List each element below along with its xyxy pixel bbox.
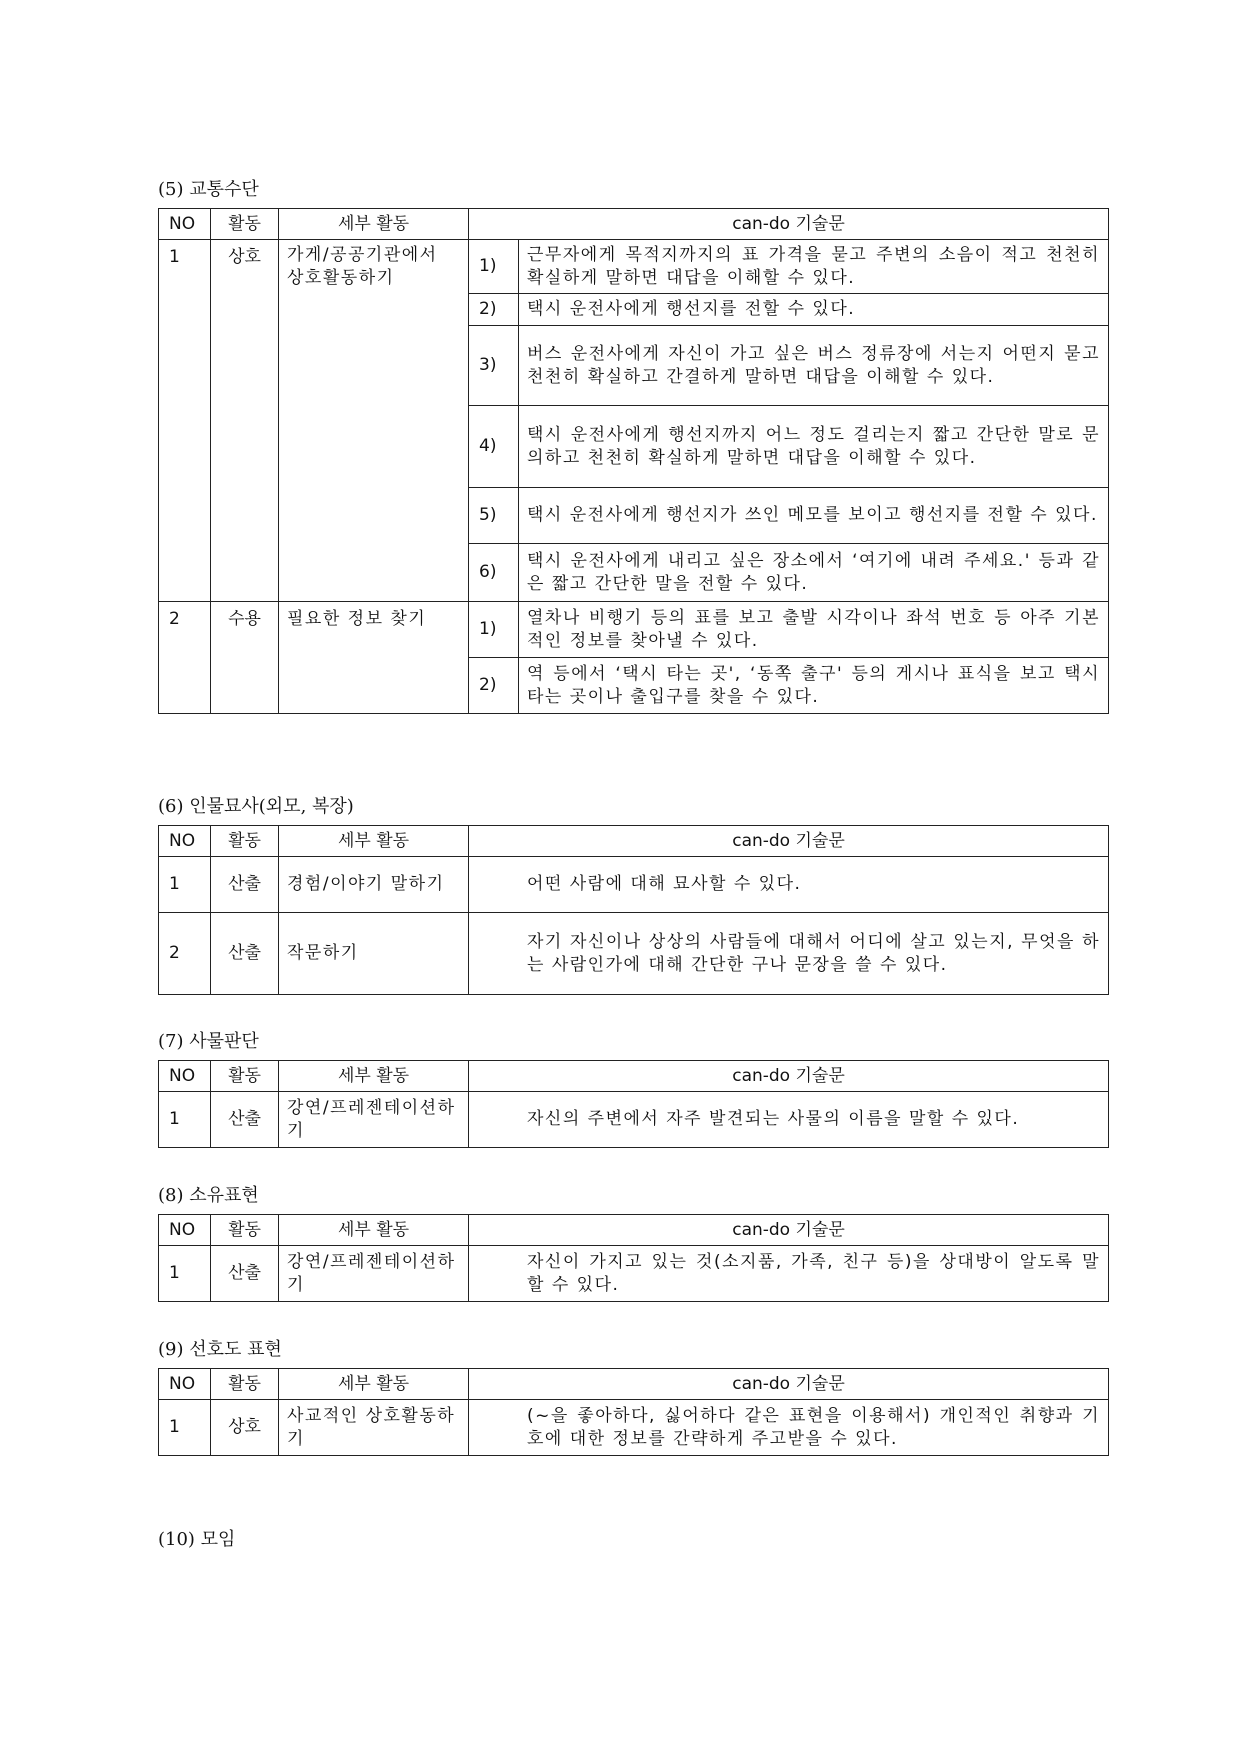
row-number: 1	[159, 1400, 211, 1456]
row-detail: 강연/프레젠테이션하기	[279, 1092, 469, 1148]
cando-table-objects	[158, 1060, 1109, 1148]
item-text: 택시 운전사에게 내리고 싶은 장소에서 ‘여기에 내려 주세요.' 등과 같은 짧고 간단한 말을 전할 수 있다.	[519, 544, 1109, 602]
row-activity: 산출	[211, 857, 279, 913]
row-detail: 작문하기	[279, 913, 469, 995]
table-header-row	[159, 1061, 1109, 1092]
row-number: 1	[159, 1246, 211, 1302]
header-no: NO	[159, 1215, 211, 1246]
section-title: (8) 소유표현	[158, 1185, 259, 1206]
table-header-row	[159, 1215, 1109, 1246]
table-row	[159, 1246, 1109, 1302]
table-row	[159, 602, 1109, 658]
row-detail: 사교적인 상호활동하기	[279, 1400, 469, 1456]
table-row	[159, 1400, 1109, 1456]
header-cando: can-do 기술문	[469, 209, 1109, 240]
section-title: (9) 선호도 표현	[158, 1339, 282, 1360]
header-no: NO	[159, 1061, 211, 1092]
row-number: 1	[159, 1092, 211, 1148]
cando-table-person	[158, 825, 1109, 995]
section-title: (6) 인물묘사(외모, 복장)	[158, 796, 354, 817]
header-cando: can-do 기술문	[469, 1215, 1109, 1246]
table-row	[159, 913, 1109, 995]
item-number: 2)	[469, 658, 519, 714]
row-activity: 상호	[211, 1400, 279, 1456]
cando-table-possession	[158, 1214, 1109, 1302]
section-title: (10) 모임	[158, 1529, 236, 1550]
header-activity: 활동	[211, 1369, 279, 1400]
row-number: 2	[159, 913, 211, 995]
item-text: 버스 운전사에게 자신이 가고 싶은 버스 정류장에 서는지 어떤지 묻고 천천히 확실하고 간결하게 말하면 대답을 이해할 수 있다.	[519, 326, 1109, 406]
row-detail: 가게/공공기관에서 상호활동하기	[279, 240, 469, 602]
header-no: NO	[159, 1369, 211, 1400]
cando-table-transport	[158, 208, 1109, 714]
item-text: 근무자에게 목적지까지의 표 가격을 묻고 주변의 소음이 적고 천천히 확실하게 말하면 대답을 이해할 수 있다.	[519, 240, 1109, 294]
header-cando: can-do 기술문	[469, 1369, 1109, 1400]
header-activity: 활동	[211, 1061, 279, 1092]
table-header-row	[159, 1369, 1109, 1400]
row-activity: 산출	[211, 1092, 279, 1148]
header-detail: 세부 활동	[279, 1369, 469, 1400]
header-activity: 활동	[211, 1215, 279, 1246]
item-number: 1)	[469, 240, 519, 294]
row-number: 1	[159, 857, 211, 913]
row-activity: 산출	[211, 1246, 279, 1302]
item-text: 택시 운전사에게 행선지가 쓰인 메모를 보이고 행선지를 전할 수 있다.	[519, 488, 1109, 544]
item-text: 택시 운전사에게 행선지를 전할 수 있다.	[519, 294, 1109, 326]
row-detail: 필요한 정보 찾기	[279, 602, 469, 714]
item-text: 자신의 주변에서 자주 발견되는 사물의 이름을 말할 수 있다.	[469, 1092, 1109, 1148]
item-number: 1)	[469, 602, 519, 658]
item-number: 6)	[469, 544, 519, 602]
item-text: 자기 자신이나 상상의 사람들에 대해서 어디에 살고 있는지, 무엇을 하는 사람인가에 대해 간단한 구나 문장을 쓸 수 있다.	[469, 913, 1109, 995]
header-activity: 활동	[211, 209, 279, 240]
row-activity: 산출	[211, 913, 279, 995]
item-text: 열차나 비행기 등의 표를 보고 출발 시각이나 좌석 번호 등 아주 기본적인 정보를 찾아낼 수 있다.	[519, 602, 1109, 658]
item-number: 2)	[469, 294, 519, 326]
table-header-row	[159, 209, 1109, 240]
header-activity: 활동	[211, 826, 279, 857]
table-row	[159, 240, 1109, 294]
item-text: 역 등에서 ‘택시 타는 곳', ‘동쪽 출구' 등의 게시나 표식을 보고 택시 타는 곳이나 출입구를 찾을 수 있다.	[519, 658, 1109, 714]
row-number: 2	[159, 602, 211, 714]
item-number: 3)	[469, 326, 519, 406]
table-header-row	[159, 826, 1109, 857]
header-no: NO	[159, 209, 211, 240]
item-text: 자신이 가지고 있는 것(소지품, 가족, 친구 등)을 상대방이 알도록 말할 수 있다.	[469, 1246, 1109, 1302]
header-cando: can-do 기술문	[469, 826, 1109, 857]
item-number: 4)	[469, 406, 519, 488]
row-activity: 수용	[211, 602, 279, 714]
row-detail: 경험/이야기 말하기	[279, 857, 469, 913]
section-title: (5) 교통수단	[158, 179, 259, 200]
table-row	[159, 1092, 1109, 1148]
item-text: (~을 좋아하다, 싫어하다 같은 표현을 이용해서) 개인적인 취향과 기호에 대한 정보를 간략하게 주고받을 수 있다.	[469, 1400, 1109, 1456]
row-number: 1	[159, 240, 211, 602]
item-text: 어떤 사람에 대해 묘사할 수 있다.	[469, 857, 1109, 913]
section-title: (7) 사물판단	[158, 1031, 259, 1052]
item-number: 5)	[469, 488, 519, 544]
cando-table-preference	[158, 1368, 1109, 1456]
header-no: NO	[159, 826, 211, 857]
header-cando: can-do 기술문	[469, 1061, 1109, 1092]
header-detail: 세부 활동	[279, 209, 469, 240]
header-detail: 세부 활동	[279, 1061, 469, 1092]
item-text: 택시 운전사에게 행선지까지 어느 정도 걸리는지 짧고 간단한 말로 문의하고 천천히 확실하게 말하면 대답을 이해할 수 있다.	[519, 406, 1109, 488]
header-detail: 세부 활동	[279, 826, 469, 857]
header-detail: 세부 활동	[279, 1215, 469, 1246]
row-detail: 강연/프레젠테이션하기	[279, 1246, 469, 1302]
row-activity: 상호	[211, 240, 279, 602]
table-row	[159, 857, 1109, 913]
